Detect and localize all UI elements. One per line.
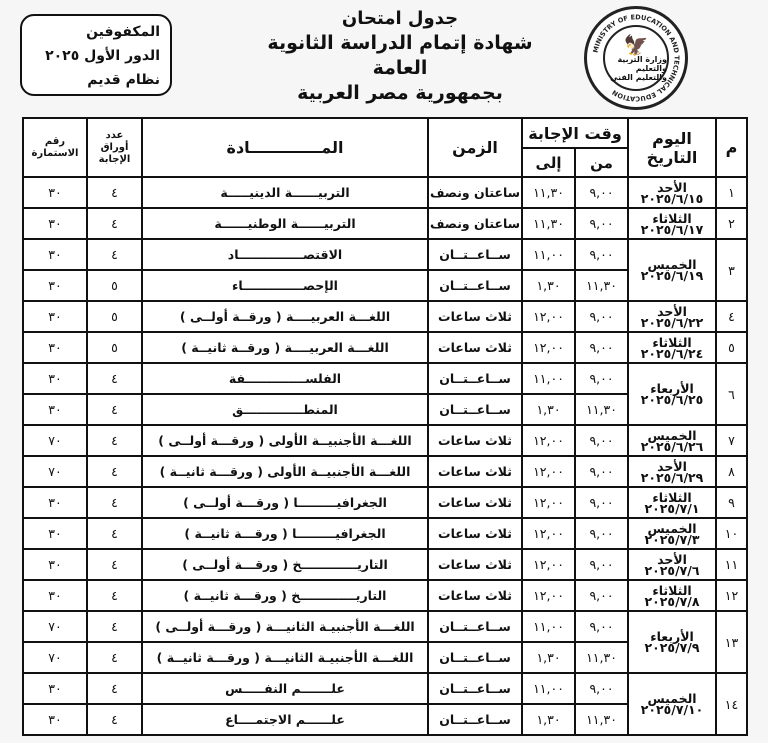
row-index: ٥: [716, 332, 747, 363]
answer-sheets: ٤: [87, 239, 142, 270]
svg-text:MINISTRY OF EDUCATION AND TECH: MINISTRY OF EDUCATION AND TECHNICAL EDUCATION: [591, 13, 681, 103]
title-line-1: جدول امتحان: [341, 8, 459, 29]
subject: علـــــــم النفـــــس: [142, 673, 428, 704]
day-name: الخميس: [647, 520, 697, 536]
row-index: ١٤: [716, 673, 747, 735]
day-name: الأحد: [657, 551, 687, 567]
answer-sheets: ٤: [87, 456, 142, 487]
row-index: ٩: [716, 487, 747, 518]
col-header-subject: المـــــــــــــادة: [142, 118, 428, 177]
form-number: ٣٠: [23, 363, 87, 394]
duration: ســاعــتــان: [428, 704, 522, 735]
table-row: [23, 611, 747, 642]
row-index: ١: [716, 177, 747, 208]
duration: ســاعــتــان: [428, 363, 522, 394]
row-index: ١٠: [716, 518, 747, 549]
subject: اللغـــة العربيــــة ( ورقــة أولــى ): [142, 301, 428, 332]
schedule-table: [22, 117, 748, 736]
row-index: ١٢: [716, 580, 747, 611]
header: [0, 0, 768, 112]
exam-date: ٢٠٢٥/٧/٩: [644, 640, 700, 655]
day-name: الثلاثاء: [652, 210, 692, 226]
answer-sheets: ٤: [87, 611, 142, 642]
day-date-cell: [628, 456, 716, 487]
time-from: ٩,٠٠: [575, 580, 628, 611]
time-to: ١٢,٠٠: [522, 580, 575, 611]
answer-sheets: ٤: [87, 425, 142, 456]
answer-sheets: ٤: [87, 673, 142, 704]
day-date-cell: [628, 518, 716, 549]
table-row: [23, 580, 747, 611]
time-from: ٩,٠٠: [575, 239, 628, 270]
time-to: ١,٣٠: [522, 270, 575, 301]
time-from: ٩,٠٠: [575, 208, 628, 239]
exam-date: ٢٠٢٥/٦/٢٤: [640, 345, 704, 361]
subject: الجغرافيـــــــــا ( ورقـــة ثانيــة ): [142, 518, 428, 549]
form-number: ٣٠: [23, 177, 87, 208]
duration: ثلاث ساعات: [428, 425, 522, 456]
answer-sheets: ٥: [87, 332, 142, 363]
day-date-cell: [628, 208, 716, 239]
answer-sheets: ٥: [87, 301, 142, 332]
time-from: ١١,٣٠: [575, 704, 628, 735]
answer-sheets: ٤: [87, 580, 142, 611]
row-index: ٣: [716, 239, 747, 301]
col-header-index: م: [716, 118, 747, 177]
form-number: ٧٠: [23, 425, 87, 456]
day-name: الخميس: [647, 257, 697, 272]
time-to: ١,٣٠: [522, 642, 575, 673]
duration: ساعتان ونصف: [428, 177, 522, 208]
day-date-cell: [628, 673, 716, 735]
subject: الفلســــــــــــــفة: [142, 363, 428, 394]
time-from: ٩,٠٠: [575, 332, 628, 363]
table-row: [23, 549, 747, 580]
subject: الاقتصـــــــــــــــاد: [142, 239, 428, 270]
subject: التربيــــــة الدينيـــــة: [142, 177, 428, 208]
time-from: ١١,٣٠: [575, 270, 628, 301]
duration: ساعتان ونصف: [428, 208, 522, 239]
row-index: ١١: [716, 549, 747, 580]
time-to: ١١,٠٠: [522, 611, 575, 642]
answer-sheets: ٤: [87, 363, 142, 394]
col-header-day-date: اليوم التاريخ: [628, 118, 716, 177]
exam-date: ٢٠٢٥/٦/٢٦: [640, 438, 704, 454]
day-date-cell: [628, 239, 716, 301]
day-date-cell: [628, 611, 716, 673]
subject: اللغـــة الأجنبيـة الثانيـــة ( ورقـــة ثانيــة ): [142, 642, 428, 673]
form-number: ٣٠: [23, 580, 87, 611]
duration: ســاعــتــان: [428, 270, 522, 301]
subject: اللغـــة الأجنبيــة الأولى ( ورقـــة أولــى ): [142, 425, 428, 456]
subject: المنطــــــــــــــق: [142, 394, 428, 425]
exam-date: ٢٠٢٥/٧/١٠: [640, 702, 704, 717]
table-row: [23, 425, 747, 456]
day-name: الأربعاء: [650, 629, 694, 644]
exam-date: ٢٠٢٥/٧/٣: [644, 531, 700, 547]
row-index: ٢: [716, 208, 747, 239]
form-number: ٧٠: [23, 642, 87, 673]
duration: ثلاث ساعات: [428, 332, 522, 363]
exam-date: ٢٠٢٥/٧/١: [644, 500, 700, 516]
form-number: ٣٠: [23, 704, 87, 735]
exam-date: ٢٠٢٥/٦/١٩: [640, 268, 704, 283]
day-name: الثلاثاء: [652, 489, 692, 505]
col-header-answer-time: وقت الإجابة: [522, 118, 628, 148]
row-index: ٤: [716, 301, 747, 332]
exam-date: ٢٠٢٥/٧/٨: [644, 593, 700, 609]
day-date-cell: [628, 425, 716, 456]
form-number: ٣٠: [23, 208, 87, 239]
time-to: ١٢,٠٠: [522, 549, 575, 580]
subject: التاريـــــــــــــخ ( ورقـــة ثانيــة ): [142, 580, 428, 611]
form-number: ٧٠: [23, 611, 87, 642]
table-row: [23, 363, 747, 394]
subject: التاريـــــــــــــخ ( ورقـــة أولــى ): [142, 549, 428, 580]
subject: اللغـــة الأجنبيـة الثانيـــة ( ورقـــة أولــى ): [142, 611, 428, 642]
exam-category: المكفوفين: [86, 24, 160, 40]
row-index: ٧: [716, 425, 747, 456]
subject: الإحصــــــــــــــاء: [142, 270, 428, 301]
duration: ســاعــتــان: [428, 394, 522, 425]
day-name: الأربعاء: [650, 381, 694, 396]
duration: ســاعــتــان: [428, 642, 522, 673]
exam-round: الدور الأول ٢٠٢٥: [45, 48, 160, 64]
day-date-cell: [628, 363, 716, 425]
time-to: ١,٣٠: [522, 394, 575, 425]
answer-sheets: ٤: [87, 208, 142, 239]
col-header-duration: الزمن: [428, 118, 522, 177]
answer-sheets: ٤: [87, 177, 142, 208]
time-to: ١١,٣٠: [522, 208, 575, 239]
eagle-icon: 🦅: [623, 32, 649, 57]
table-row: [23, 518, 747, 549]
day-date-cell: [628, 487, 716, 518]
col-header-sheets: عدد أوراق الإجابة: [87, 118, 142, 177]
day-name: الخميس: [647, 427, 697, 443]
subject: الجغرافيـــــــــا ( ورقـــة أولــى ): [142, 487, 428, 518]
form-number: ٣٠: [23, 239, 87, 270]
day-name: الثلاثاء: [652, 334, 692, 350]
duration: ثلاث ساعات: [428, 549, 522, 580]
time-from: ٩,٠٠: [575, 456, 628, 487]
exam-info-box: [20, 14, 172, 96]
exam-date: ٢٠٢٥/٦/٢٩: [640, 469, 704, 485]
time-from: ٩,٠٠: [575, 177, 628, 208]
day-name: الثلاثاء: [652, 582, 692, 598]
subject: علــــــم الاجتمــــاع: [142, 704, 428, 735]
col-header-from: من: [575, 148, 628, 177]
exam-date: ٢٠٢٥/٦/١٧: [640, 221, 704, 237]
day-name: الأحد: [657, 303, 687, 319]
time-to: ١٢,٠٠: [522, 518, 575, 549]
duration: ثلاث ساعات: [428, 301, 522, 332]
time-from: ٩,٠٠: [575, 549, 628, 580]
time-from: ٩,٠٠: [575, 518, 628, 549]
table-row: [23, 673, 747, 704]
day-name: الأحد: [657, 179, 687, 195]
subject: التربيــــــة الوطنيــــــة: [142, 208, 428, 239]
ministry-logo: [584, 6, 688, 110]
day-name: الخميس: [647, 691, 697, 706]
table-row: [23, 208, 747, 239]
day-date-cell: [628, 580, 716, 611]
time-to: ١,٣٠: [522, 704, 575, 735]
time-from: ٩,٠٠: [575, 673, 628, 704]
form-number: ٣٠: [23, 549, 87, 580]
time-from: ٩,٠٠: [575, 363, 628, 394]
exam-date: ٢٠٢٥/٧/٦: [644, 562, 700, 578]
form-number: ٣٠: [23, 518, 87, 549]
subject: اللغـــة العربيــــة ( ورقــة ثانيــة ): [142, 332, 428, 363]
day-date-cell: [628, 549, 716, 580]
time-from: ٩,٠٠: [575, 611, 628, 642]
exam-date: ٢٠٢٥/٦/٢٢: [640, 314, 704, 330]
answer-sheets: ٤: [87, 394, 142, 425]
time-to: ١٢,٠٠: [522, 487, 575, 518]
duration: ثلاث ساعات: [428, 518, 522, 549]
form-number: ٣٠: [23, 332, 87, 363]
time-to: ١١,٠٠: [522, 673, 575, 704]
title-line-2: شهادة إتمام الدراسة الثانوية العامة: [267, 32, 533, 79]
row-index: ١٣: [716, 611, 747, 673]
form-number: ٣٠: [23, 270, 87, 301]
time-from: ١١,٣٠: [575, 394, 628, 425]
time-to: ١٢,٠٠: [522, 456, 575, 487]
time-to: ١٢,٠٠: [522, 301, 575, 332]
table-row: [23, 487, 747, 518]
form-number: ٣٠: [23, 487, 87, 518]
subject: اللغـــة الأجنبيــة الأولى ( ورقـــة ثانيــة ): [142, 456, 428, 487]
exam-date: ٢٠٢٥/٦/١٥: [640, 190, 704, 206]
duration: ثلاث ساعات: [428, 456, 522, 487]
answer-sheets: ٤: [87, 549, 142, 580]
form-number: ٧٠: [23, 456, 87, 487]
col-header-to: إلى: [522, 148, 575, 177]
time-to: ١١,٠٠: [522, 363, 575, 394]
col-header-form: رقم الاستمارة: [23, 118, 87, 177]
answer-sheets: ٤: [87, 642, 142, 673]
table-row: [23, 456, 747, 487]
time-to: ١١,٣٠: [522, 177, 575, 208]
logo-ring: [587, 9, 685, 107]
duration: ســاعــتــان: [428, 611, 522, 642]
answer-sheets: ٤: [87, 487, 142, 518]
answer-sheets: ٤: [87, 704, 142, 735]
time-from: ١١,٣٠: [575, 642, 628, 673]
day-date-cell: [628, 301, 716, 332]
page-title: [250, 6, 550, 106]
answer-sheets: ٥: [87, 270, 142, 301]
time-from: ٩,٠٠: [575, 425, 628, 456]
form-number: ٣٠: [23, 301, 87, 332]
day-name: الأحد: [657, 458, 687, 474]
row-index: ٦: [716, 363, 747, 425]
duration: ثلاث ساعات: [428, 580, 522, 611]
day-date-cell: [628, 332, 716, 363]
day-date-cell: [628, 177, 716, 208]
table-row: [23, 239, 747, 270]
title-line-3: بجمهورية مصر العربية: [297, 82, 503, 104]
time-to: ١٢,٠٠: [522, 332, 575, 363]
duration: ســاعــتــان: [428, 239, 522, 270]
time-from: ٩,٠٠: [575, 301, 628, 332]
form-number: ٣٠: [23, 673, 87, 704]
exam-system: نظام قديم: [87, 72, 160, 88]
time-to: ١٢,٠٠: [522, 425, 575, 456]
time-to: ١١,٠٠: [522, 239, 575, 270]
form-number: ٣٠: [23, 394, 87, 425]
table-row: [23, 177, 747, 208]
time-from: ٩,٠٠: [575, 487, 628, 518]
exam-date: ٢٠٢٥/٦/٢٥: [640, 392, 704, 407]
answer-sheets: ٤: [87, 518, 142, 549]
row-index: ٨: [716, 456, 747, 487]
duration: ســاعــتــان: [428, 673, 522, 704]
logo-ministry-name: وزارة التربية والتعليم والتعليم الفني: [610, 54, 667, 82]
table-row: [23, 332, 747, 363]
table-row: [23, 301, 747, 332]
duration: ثلاث ساعات: [428, 487, 522, 518]
